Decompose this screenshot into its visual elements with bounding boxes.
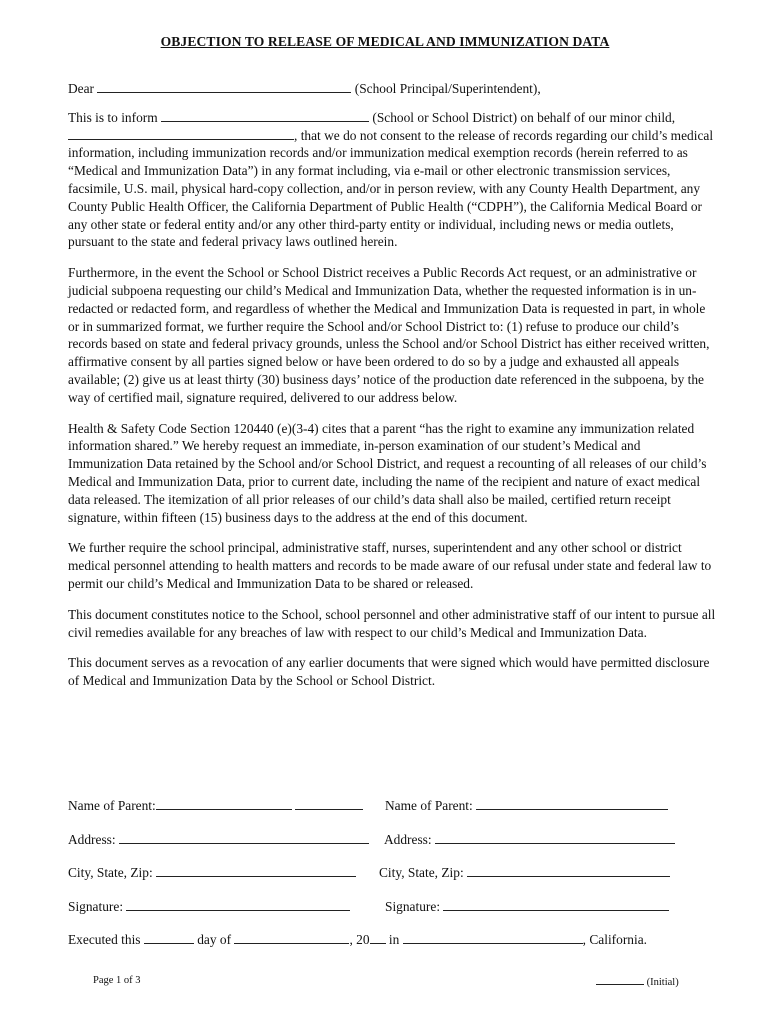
salutation-suffix: (School Principal/Superintendent), (354, 81, 541, 96)
parent2-signature-field[interactable] (443, 898, 669, 911)
form-row-city (68, 864, 716, 898)
parent1-signature-label: Signature: (68, 898, 124, 914)
page-number: Page 1 of 3 (93, 975, 141, 986)
parent1-signature-field[interactable] (126, 898, 350, 911)
parent1-address-field[interactable] (119, 831, 369, 844)
paragraph-revocation: This document serves as a revocation of any earlier documents that were signed which would have permitted disclosure of Medical and Immunization Data by the School or School District. (68, 655, 710, 689)
paragraph-staff-notice: We further require the school principal, administrative staff, nurses, superintendent and any other school or district medical personnel attending to health matters and records to be made aware of our refusal under state and federal law to permit our child’s Medical and Immunization Data to be shared or released. (68, 540, 712, 591)
document-body (68, 80, 716, 703)
executed-month-field[interactable] (234, 931, 349, 944)
paragraph-records-request: Furthermore, in the event the School or School District receives a Public Records Act request, or an administrative or judicial subpoena requesting our child’s Medical and Immunization Data, whether the requested information is in un-redacted or redacted form, and regardless of whether the Medical and Immunization Data is requested in part, in whole or in summarized format, we further require the School and/or School District to: (1) refuse to produce our child’s records based on state and federal privacy grounds, unless the School and/or School District has either received written, affirmative consent by all parties signed below or have been ordered to do so by a judge and exhausted all appeals available; (2) give us at least thirty (30) business days’ notice of the production date referenced in the subpoena, by the way of certified mail, signature required, delivered to our address below. (68, 265, 710, 405)
notice-middle: (School or School District) on behalf of our minor child, (372, 109, 676, 125)
document-title: OBJECTION TO RELEASE OF MEDICAL AND IMMUNIZATION DATA (160, 34, 610, 49)
parent1-city-field[interactable] (156, 864, 356, 877)
parent1-name-field-extra[interactable] (295, 797, 363, 810)
executed-suffix: , California. (582, 932, 648, 947)
executed-year-label: , 20 (349, 932, 370, 947)
salutation (68, 80, 716, 98)
parent2-address-field[interactable] (435, 831, 675, 844)
parent2-name-label: Name of Parent: (385, 798, 473, 813)
paragraph-health-code: Health & Safety Code Section 120440 (e)(3-4) cites that a parent “has the right to examine any immunization related information shared.” We hereby request an immediate, in-person examination of our student’s Medical and Immunization Data retained by the School and/or School District, and request a recounting of all releases of our child’s Medical and Immunization Data, prior to current date, including the name of the recipient and nature of exact medical data released. The itemization of all prior releases of our child’s data shall also be mailed, certified return receipt signature, within fifteen (15) business days to the address at the end of this document. (68, 420, 707, 525)
executed-day-field[interactable] (144, 931, 194, 944)
paragraph-notice (68, 109, 716, 251)
executed-in-label: in (388, 932, 400, 947)
initial-area (596, 975, 679, 988)
school-name-blank[interactable] (161, 109, 369, 122)
parent2-city-field[interactable] (467, 864, 670, 877)
executed-city-field[interactable] (403, 931, 583, 944)
parent1-name-field[interactable] (156, 797, 292, 810)
parent1-city-label: City, State, Zip: (68, 865, 153, 880)
initial-field[interactable] (596, 975, 644, 985)
parent2-name-field[interactable] (476, 797, 668, 810)
executed-prefix: Executed this (68, 932, 141, 947)
parent-info-form (68, 797, 716, 931)
notice-prefix: This is to inform (68, 109, 158, 125)
form-row-name (68, 797, 716, 831)
notice-rest: , that we do not consent to the release of records regarding our child’s medical information, including immunization records and/or immunization medical exemption records (herein referred to as “Medical and Immunization Data”) in any format including, via e-mail or other electronic transmission services, facsimile, U.S. mail, physical hard-copy collection, and/or in person review, with any County Health Department, any County Public Health Officer, the California Department of Public Health (“CDPH”), the California Medical Board or any other state or federal entity and/or any other third-party entity or individual, including news or media outlets, pursuant to the state and federal privacy laws outlined herein. (68, 127, 714, 250)
salutation-prefix: Dear (68, 81, 95, 96)
form-row-address (68, 831, 716, 865)
executed-day-label: day of (197, 932, 232, 947)
form-row-signature (68, 898, 716, 932)
parent-name-label: Name of Parent: (68, 798, 156, 813)
executed-line (68, 931, 647, 948)
parent2-city-label: City, State, Zip: (379, 865, 464, 880)
principal-name-blank[interactable] (97, 80, 351, 93)
paragraph-civil-remedies: This document constitutes notice to the School, school personnel and other administrative staff of our intent to pursue all civil remedies available for any breaches of law with respect to our child’s Medical and Immunization Data. (68, 606, 716, 640)
parent1-address-label: Address: (68, 831, 116, 847)
child-name-blank[interactable] (68, 127, 294, 140)
executed-year-field[interactable] (370, 931, 386, 944)
parent2-signature-label: Signature: (385, 898, 441, 914)
initial-label: (Initial) (646, 977, 679, 988)
parent2-address-label: Address: (384, 831, 432, 847)
